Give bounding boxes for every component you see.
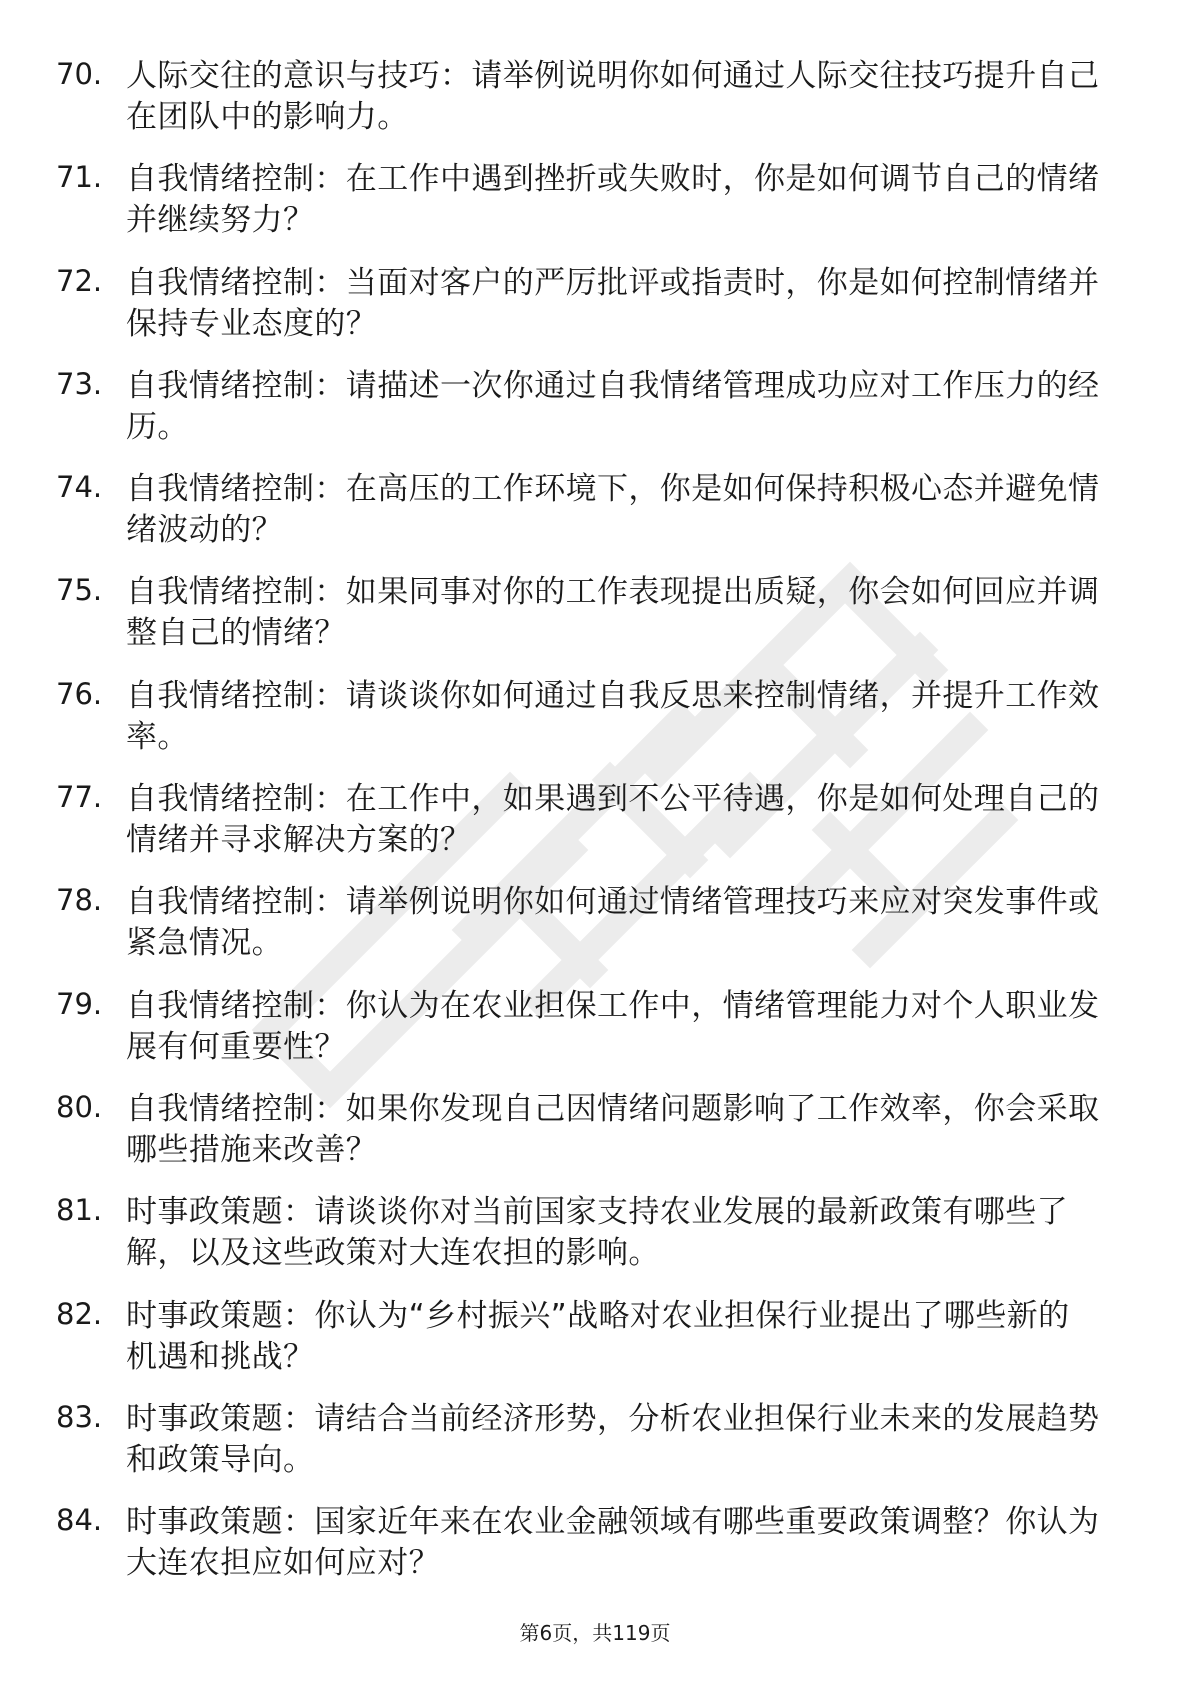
question-text: 时事政策题：你认为“乡村振兴”战略对农业担保行业提出了哪些新的机遇和挑战？ [126,1297,1070,1375]
question-number: 80. [56,1089,103,1124]
list-item [0,765,1190,868]
question-number: 73. [56,366,103,401]
question-number: 78. [56,883,103,918]
question-text: 时事政策题：请谈谈你对当前国家支持农业发展的最新政策有哪些了解，以及这些政策对大连农担的影响。 [126,1194,1068,1272]
list-item [0,1385,1190,1488]
list-item [0,1488,1190,1591]
list-item [0,145,1190,248]
question-text: 时事政策题：请结合当前经济形势，分析农业担保行业未来的发展趋势和政策导向。 [126,1400,1100,1478]
question-text: 自我情绪控制：如果你发现自己因情绪问题影响了工作效率，你会采取哪些措施来改善？ [126,1090,1100,1168]
question-text: 自我情绪控制：请描述一次你通过自我情绪管理成功应对工作压力的经历。 [126,367,1100,445]
question-text: 自我情绪控制：你认为在农业担保工作中，情绪管理能力对个人职业发展有何重要性？ [126,987,1100,1065]
question-number: 70. [56,57,103,91]
question-text: 自我情绪控制：请举例说明你如何通过情绪管理技巧来应对突发事件或紧急情况。 [126,884,1100,962]
list-item [0,42,1190,145]
list-item [0,249,1190,352]
page-footer: 第6页，共119页 [519,1621,671,1645]
question-number: 83. [56,1399,103,1434]
question-text: 自我情绪控制：在工作中，如果遇到不公平待遇，你是如何处理自己的情绪并寻求解决方案的？ [126,781,1100,859]
list-item [0,352,1190,455]
question-number: 71. [56,160,103,195]
list-item [0,972,1190,1075]
question-number: 82. [56,1296,103,1331]
question-number: 76. [56,676,103,711]
question-text: 自我情绪控制：在高压的工作环境下，你是如何保持积极心态并避免情绪波动的？ [126,471,1100,549]
list-item [0,1178,1190,1281]
question-list [0,42,1190,1591]
question-number: 77. [56,780,103,815]
list-item [0,662,1190,765]
question-number: 81. [56,1193,103,1228]
question-text: 自我情绪控制：如果同事对你的工作表现提出质疑，你会如何回应并调整自己的情绪？ [126,574,1100,652]
list-item [0,558,1190,661]
question-text: 自我情绪控制：请谈谈你如何通过自我反思来控制情绪，并提升工作效率。 [126,677,1100,755]
question-text: 自我情绪控制：当面对客户的严厉批评或指责时，你是如何控制情绪并保持专业态度的？ [126,264,1100,342]
list-item [0,868,1190,971]
list-item [0,1282,1190,1385]
list-item [0,1075,1190,1178]
question-text: 自我情绪控制：在工作中遇到挫折或失败时，你是如何调节自己的情绪并继续努力？ [126,161,1100,239]
question-number: 84. [56,1503,103,1538]
question-number: 72. [56,263,103,298]
question-number: 79. [56,986,103,1021]
list-item [0,455,1190,558]
question-text: 时事政策题：国家近年来在农业金融领域有哪些重要政策调整？你认为大连农担应如何应对？ [126,1504,1100,1582]
question-number: 75. [56,573,103,608]
question-number: 74. [56,470,103,505]
question-text: 人际交往的意识与技巧：请举例说明你如何通过人际交往技巧提升自己在团队中的影响力。 [126,58,1100,135]
